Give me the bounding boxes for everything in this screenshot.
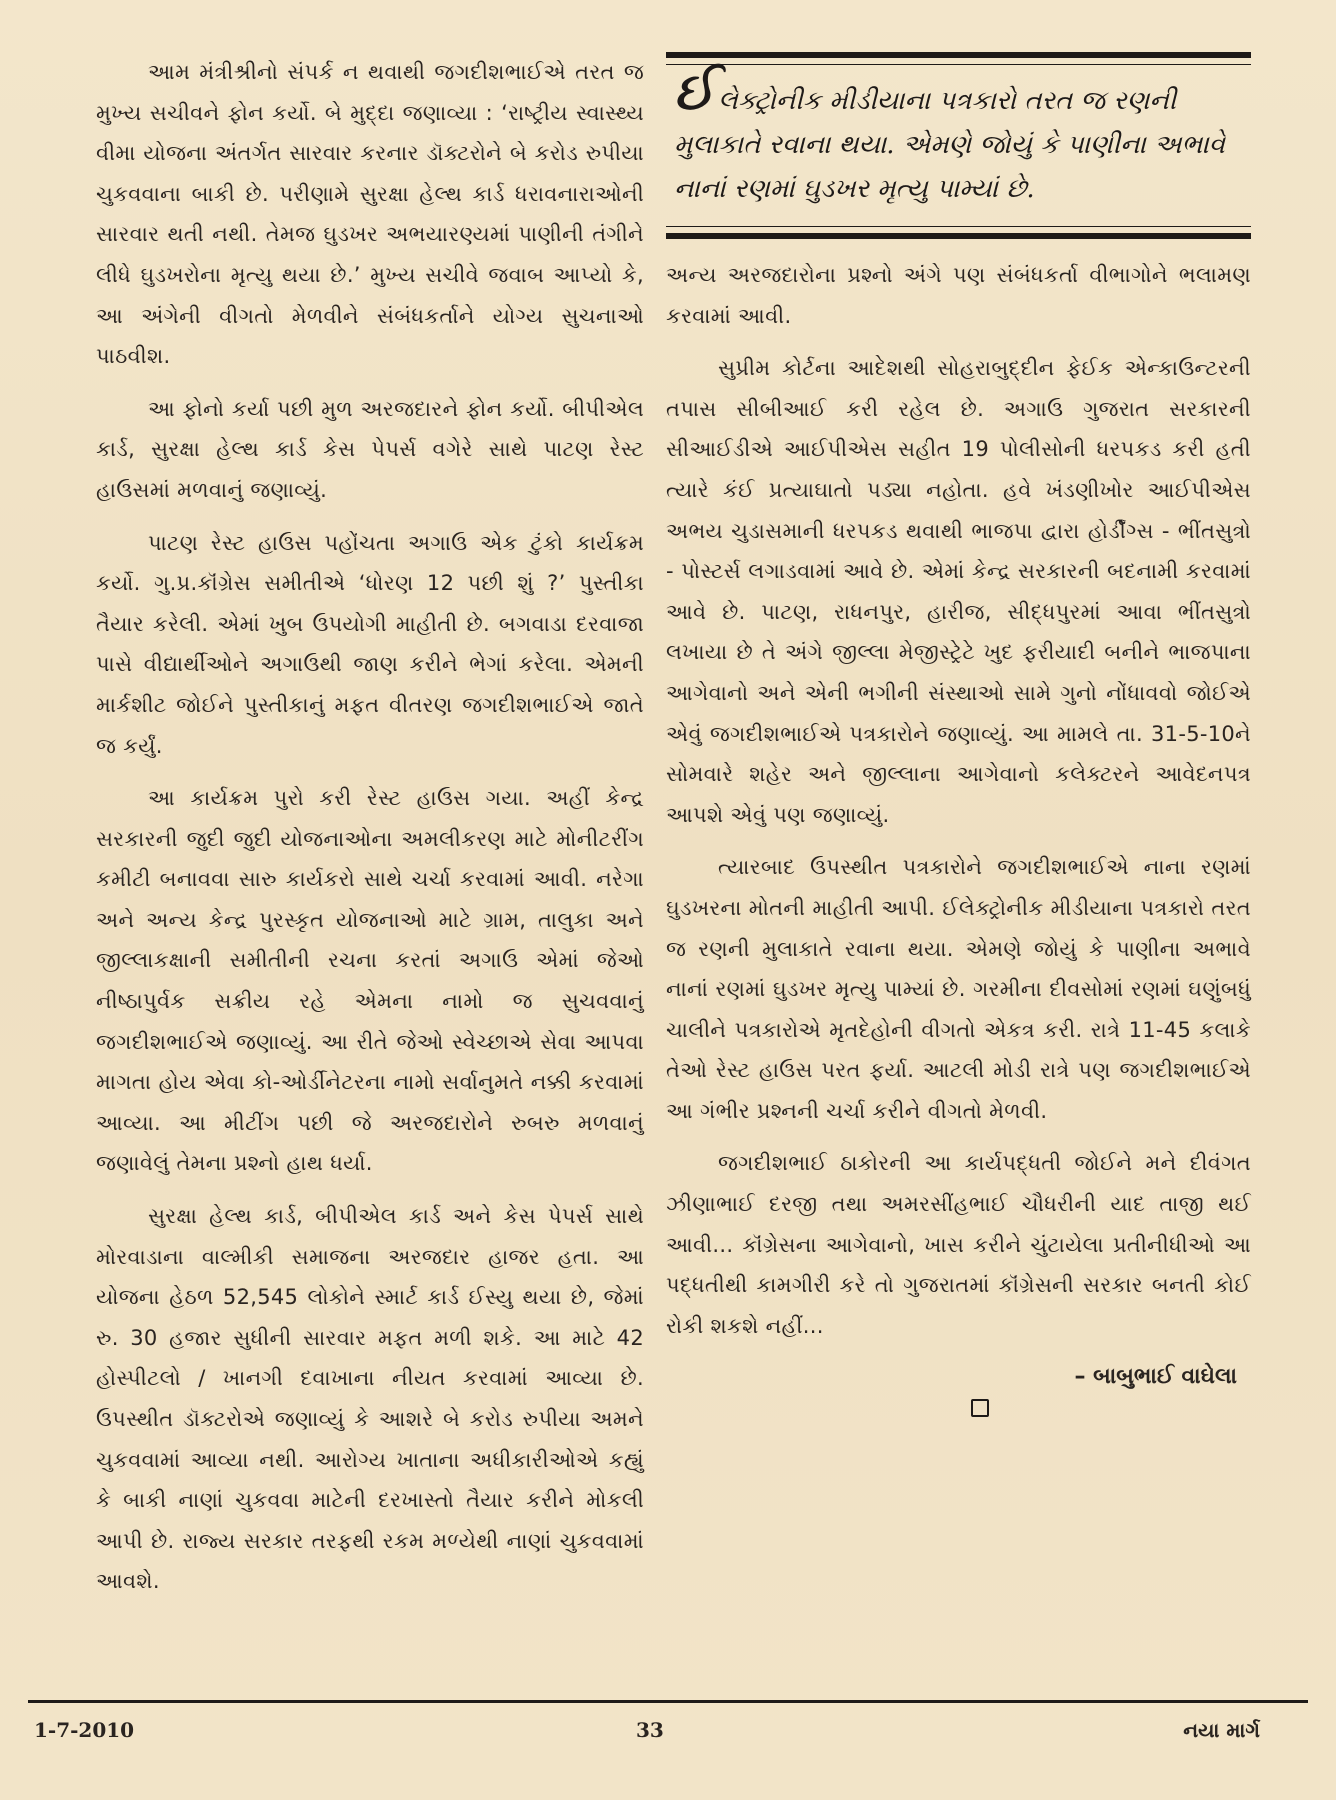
- pull-quote: [666, 52, 1251, 239]
- article-paragraph: સુરક્ષા હેલ્થ કાર્ડ, બીપીએલ કાર્ડ અને કેસ પેપર્સ સાથે મોરવાડાના વાલ્મીકી સમાજના અરજદાર હાજર હતા. આ યોજના હેઠળ 52,545 લોકોને સ્માર્ટ કાર્ડ ઈસ્યુ થયા છે, જેમાં રુ. 30 હજાર સુધીની સારવાર મફત મળી શકે. આ માટે 42 હોસ્પીટલો / ખાનગી દવાખાના નીયત કરવામાં આવ્યા છે. ઉપસ્થીત ડૉક્ટરોએ જણાવ્યું કે આશરે બે કરોડ રુપીયા અમને ચુકવવામાં આવ્યા નથી. આરોગ્ય ખાતાના અધીકારીઓએ કહ્યું કે બાકી નાણાં ચુકવવા માટેની દરખાસ્તો તૈયાર કરીને મોકલી આપી છે. રાજ્ય સરકાર તરફથી રકમ મળ્યેથી નાણાં ચુકવવામાં આવશે.: [96, 1204, 644, 1594]
- footer-rule: [28, 1700, 1308, 1703]
- article-paragraph: આ ફોનો કર્યા પછી મુળ અરજદારને ફોન કર્યો. બીપીએલ કાર્ડ, સુરક્ષા હેલ્થ કાર્ડ કેસ પેપર્સ વગેરે સાથે પાટણ રેસ્ટ હાઉસમાં મળવાનું જણાવ્યું.: [96, 396, 644, 502]
- author-signature: – બાબુભાઈ વાઘેલા: [1074, 1364, 1237, 1390]
- article-paragraph: પાટણ રેસ્ટ હાઉસ પહોંચતા અગાઉ એક ટુંકો કાર્યક્રમ કર્યો. ગુ.પ્ર.કૉંગ્રેસ સમીતીએ ‘ધોરણ 12 પછી શું ?’ પુસ્તીકા તૈયાર કરેલી. એમાં ખુબ ઉપયોગી માહીતી છે. બગવાડા દરવાજા પાસે વીદ્યાર્થીઓને અગાઉથી જાણ કરીને ભેગાં કરેલા. એમની માર્કશીટ જોઈને પુસ્તીકાનું મફત વીતરણ જગદીશભાઈએ જાતે જ કર્યું.: [96, 530, 644, 758]
- article-paragraph: જગદીશભાઈ ઠાકોરની આ કાર્યપદ્ધતી જોઈને મને દીવંગત ઝીણાભાઈ દરજી તથા અમરસીંહભાઈ ચૌધરીની યાદ તાજી થઈ આવી... કૉંગ્રેસના આગેવાનો, ખાસ કરીને ચુંટાયેલા પ્રતીનીધીઓ આ પદ્ધતીથી કામગીરી કરે તો ગુજરાતમાં કૉંગ્રેસની સરકાર બનતી કોઈ રોકી શકશે નહીં...: [666, 1151, 1251, 1338]
- pull-quote-text: [674, 61, 1247, 211]
- pull-quote-body: લેક્ટ્રોનીક મીડીયાના પત્રકારો તરત જ રણની મુલાકાતે રવાના થયા. એમણે જોયું કે પાણીના અભાવે નાનાં રણમાં ઘુડખર મૃત્યુ પામ્યાં છે.: [674, 86, 1225, 204]
- right-column: [666, 52, 1251, 1417]
- article-paragraph: ત્યારબાદ ઉપસ્થીત પત્રકારોને જગદીશભાઈએ નાના રણમાં ઘુડખરના મોતની માહીતી આપી. ઈલેક્ટ્રોનીક મીડીયાના પત્રકારો તરત જ રણની મુલાકાતે રવાના થયા. એમણે જોયું કે પાણીના અભાવે નાનાં રણમાં ઘુડખર મૃત્યુ પામ્યાં છે. ગરમીના દીવસોમાં રણમાં ઘણુંબધું ચાલીને પત્રકારોએ મૃતદેહોની વીગતો એકત્ર કરી. રાત્રે 11-45 કલાકે તેઓ રેસ્ટ હાઉસ પરત ફર્યા. આટલી મોડી રાત્રે પણ જગદીશભાઈએ આ ગંભીર પ્રશ્નની ચર્ચા કરીને વીગતો મેળવી.: [666, 855, 1251, 1123]
- issue-date: 1-7-2010: [34, 1718, 135, 1742]
- magazine-name: નયા માર્ગ: [1183, 1718, 1260, 1742]
- end-mark-icon: [971, 1399, 989, 1417]
- article-paragraph: અન્ય અરજદારોના પ્રશ્નો અંગે પણ સંબંધકર્તા વીભાગોને ભલામણ કરવામાં આવી.: [666, 263, 1251, 328]
- article-paragraph: સુપ્રીમ કોર્ટના આદેશથી સોહરાબુદ્દીન ફેઈક એન્કાઉન્ટરની તપાસ સીબીઆઈ કરી રહેલ છે. અગાઉ ગુજરાત સરકારની સીઆઈડીએ આઈપીએસ સહીત 19 પોલીસોની ધરપકડ કરી હતી ત્યારે કંઈ પ્રત્યાઘાતો પડ્યા નહોતા. હવે ખંડણીખોર આઈપીએસ અભય ચુડાસમાની ધરપકડ થવાથી ભાજપા દ્વારા હોર્ડીંગ્સ - ભીંતસુત્રો - પોસ્ટર્સ લગાડવામાં આવે છે. એમાં કેન્દ્ર સરકારની બદનામી કરવામાં આવે છે. પાટણ, રાધનપુર, હારીજ, સીદ્ધપુરમાં આવા ભીંતસુત્રો લખાયા છે તે અંગે જીલ્લા મેજીસ્ટ્રેટે ખુદ ફરીયાદી બનીને ભાજપાના આગેવાનો અને એની ભગીની સંસ્થાઓ સામે ગુનો નોંધાવવો જોઈએ એવું જગદીશભાઈએ પત્રકારોને જણાવ્યું. આ મામલે તા. 31-5-10ને સોમવારે શહેર અને જીલ્લાના આગેવાનો કલેક્ટરને આવેદનપત્ર આપશે એવું પણ જણાવ્યું.: [666, 356, 1251, 827]
- article-paragraph: આમ મંત્રીશ્રીનો સંપર્ક ન થવાથી જગદીશભાઈએ તરત જ મુખ્ય સચીવને ફોન કર્યો. બે મુદ્દા જણાવ્યા : ‘રાષ્ટ્રીય સ્વાસ્થ્ય વીમા યોજના અંતર્ગત સારવાર કરનાર ડૉક્ટરોને બે કરોડ રુપીયા ચુકવવાના બાકી છે. પરીણામે સુરક્ષા હેલ્થ કાર્ડ ધરાવનારાઓની સારવાર થતી નથી. તેમજ ઘુડખર અભયારણ્યમાં પાણીની તંગીને લીધે ઘુડખરોના મૃત્યુ થયા છે.’ મુખ્ય સચીવે જવાબ આપ્યો કે, આ અંગેની વીગતો મેળવીને સંબંધકર્તાને યોગ્ય સુચનાઓ પાઠવીશ.: [96, 60, 644, 369]
- left-column: [96, 52, 644, 1614]
- pull-quote-dropcap: ઈ: [674, 61, 715, 122]
- page-number: 33: [636, 1718, 664, 1742]
- page-footer: [0, 1710, 1336, 1750]
- article-paragraph: આ કાર્યક્રમ પુરો કરી રેસ્ટ હાઉસ ગયા. અહીં કેન્દ્ર સરકારની જુદી જુદી યોજનાઓના અમલીકરણ માટે મોનીટરીંગ કમીટી બનાવવા સારુ કાર્યકરો સાથે ચર્ચા કરવામાં આવી. નરેગા અને અન્ય કેન્દ્ર પુરસ્કૃત યોજનાઓ માટે ગ્રામ, તાલુકા અને જીલ્લાકક્ષાની સમીતીની રચના કરતાં અગાઉ એમાં જેઓ નીષ્ઠાપુર્વક સક્રીય રહે એમના નામો જ સુચવવાનું જગદીશભાઈએ જણાવ્યું. આ રીતે જેઓ સ્વેચ્છાએ સેવા આપવા માગતા હોય એવા કો-ઓર્ડીનેટરના નામો સર્વાનુમતે નક્કી કરવામાં આવ્યા. આ મીટીંગ પછી જે અરજદારોને રુબરુ મળવાનું જણાવેલું તેમના પ્રશ્નો હાથ ધર્યા.: [96, 786, 644, 1176]
